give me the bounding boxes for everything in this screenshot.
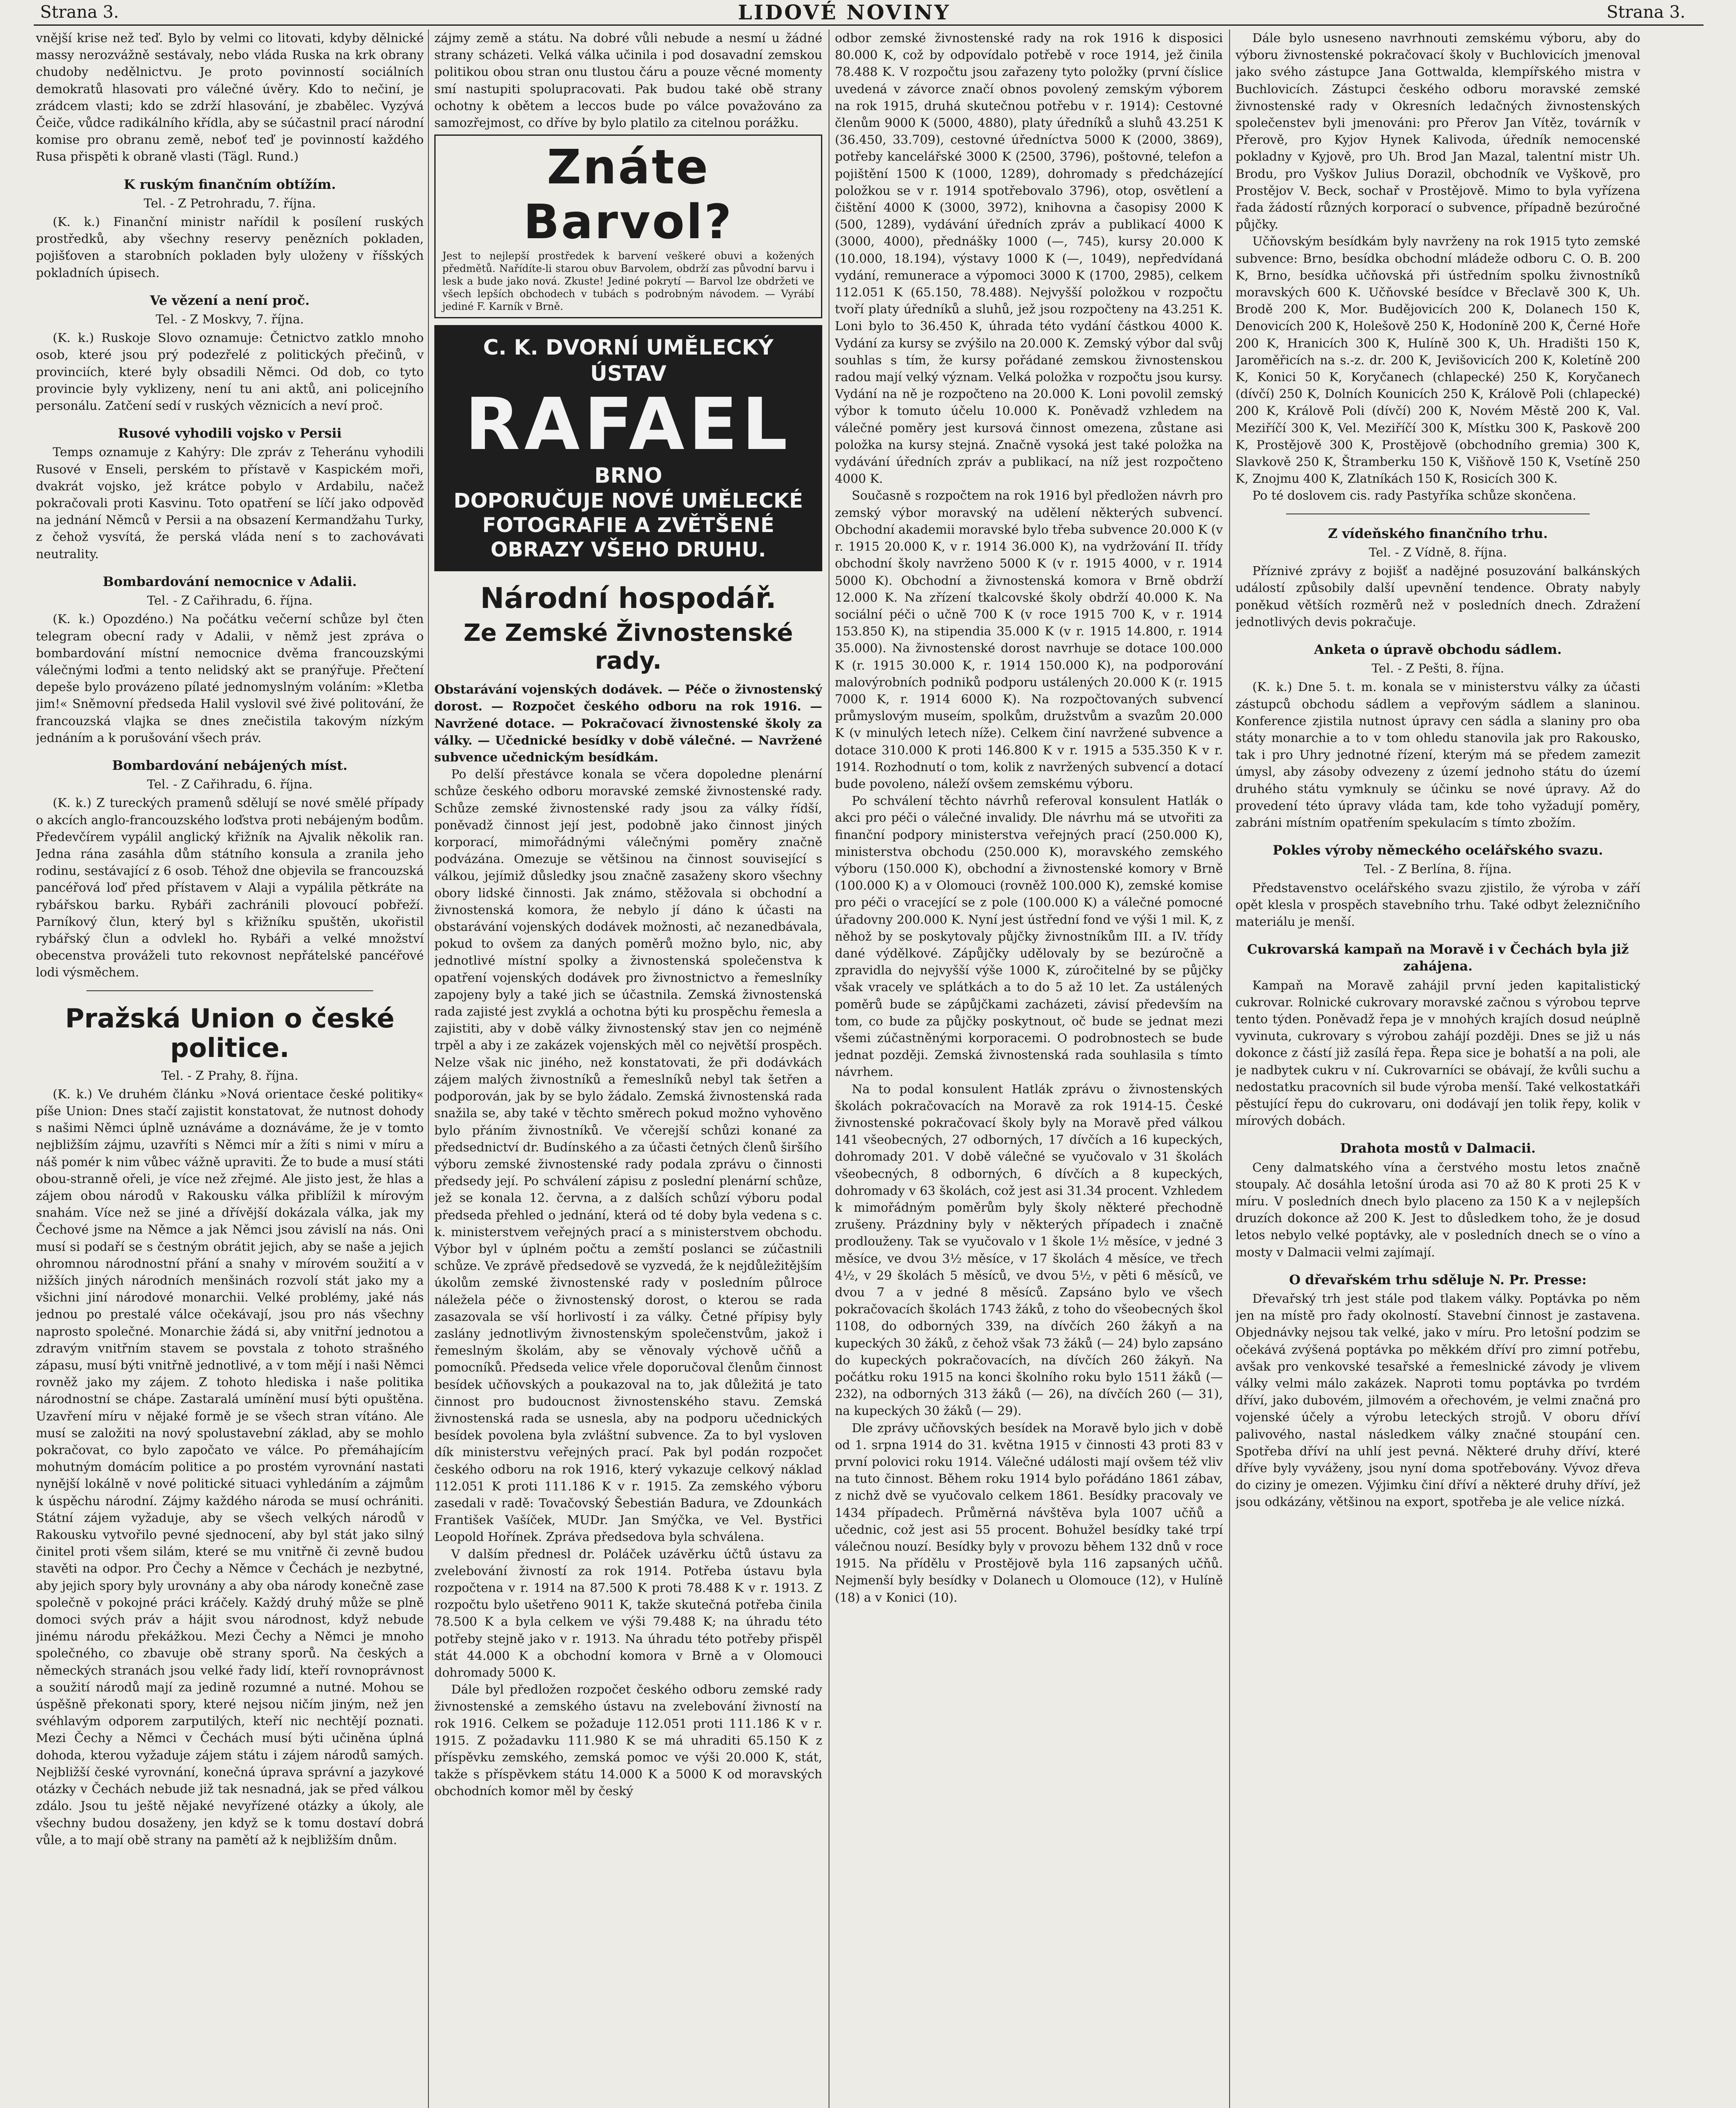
article-body: Po té doslovem cis. rady Pastyříka schůze skončena. bbox=[1252, 488, 1577, 503]
article-body: Dle zprávy učňovských besídek na Moravě bylo jich v době od 1. srpna 1914 do 31. května 1915 v činnosti 43 proti 83 v první polovici roku 1914. Válečné události mají ovšem též vliv na tuto činnost. Během roku 1914 bylo pořádáno 1861 zábav, z nichž dvě se vyučovalo celkem 1861. Besídky pracovaly ve 1434 případech. Průměrná návštěva byla 1007 učňů a učednic, což jest asi 55 procent. Bohužel besídky také trpí válečnou nouzí. Besídky byly v provozu během 132 dnů v roce 1915. Na přídělu v Prostějově byla 116 zapsaných učňů. Nejmenší byly besídky v Dolanech u Olomouce (12), v Hulíně (18) a v Konici (10). bbox=[835, 1420, 1223, 1605]
headline: Cukrovarská kampaň na Moravě i v Čechách byla již zahájena. bbox=[1247, 942, 1629, 974]
article-body: Po delší přestávce konala se včera dopoledne plenární schůze českého odboru moravské zemské živnostenské rady. Schůze zemské živnostenské rady jsou za války řídší, poněvadž činnost její jest, podobně jako činnost jiných korporací, mimořádnými válečnými poměry značně podvázána. Omezuje se většinou na činnost související s válkou, jejímiž důsledky jsou značně zasaženy skoro všechny obory lidské činnosti. Jak známo, stěžovala si obchodní a živnostenská komora, že nebylo jí dáno k účasti na obstarávání vojenských dodávek možnosti, ač nezanedbávala, pokud to ovšem za daných poměrů možno bylo, nic, aby jednotlivé místní spolky a živnostenská společenstva k opatření vojenských dodávek pro živnostnictvo a řemeslníky zapojeny byly a také jich se účastnila. Zemská živnostenská rada zajisté jest zvyklá a ochotna býti ku prospěchu řemesla a zajistiti, aby v době války živnostenský stav jen co nejméně trpěl a aby i ze zakázek vojenských měl co největší prospěch. Nelze však nic jiného, než konstatovati, že při dodávkách zájem malých živnostníků a řemeslníků nebyl tak šetřen a podporován, jak by se bylo žádalo. Zemská živnostenská rada snažila se, aby také v těchto směrech pokud možno vyhověno bylo přáním živnostníků. Ve včerejší schůzi konané za předsednictví dr. Budínského a za účasti četných členů širšího výboru zemské živnostenské rady podala zprávu o činnosti předsedy její. Po schválení zápisu z poslední plenární schůze, jež se konala 12. června, a z dalších schůzí výboru podal předseda přehled o jednání, která od té doby byla vedena s c. k. ministerstvem veřejných prací a s ministerstvem obchodu. Výbor byl v úplném počtu a zemští poslanci se zúčastnili schůze. Ve zprávě předsedově se vyzvedá, že k nejdůležitějším úkolům zemské živnostenské rady v posledním půlroce náležela péče o živnostenský dorost, o kterou se rada zasazovala se vší horlivostí i za války. Četné přípisy byly zaslány jednotlivým živnostenským společenstvům, jakož i řemeslným školám, aby se věnovaly výchově učňů a pomocníků. Předseda velice vřele doporučoval členům činnost besídek učňovských a poukazoval na to, jak důležitá je tato činnost pro budoucnost živnostenského stavu. Zemská živnostenská rada se usnesla, aby na podporu učednických besídek povolena byla zvláštní subvence. Za to byl vysloven dík ministerstvu veřejných prací. Pak byl podán rozpočet českého odboru na rok 1916, který vykazuje celkový náklad 112.051 K proti 111.186 K v r. 1915. Za zemského výboru zasedali v radě: Tovačovský Šebestián Badura, ve Zdounkách František Vašíček, MUDr. Jan Smýčka, ve Vel. Bystřici Leopold Hořínek. Zpráva předsedova byla schválena. bbox=[434, 767, 822, 1544]
ad-brand: RAFAEL bbox=[465, 383, 792, 467]
article-body: (K. k.) Ruskoje Slovo oznamuje: Četnictvo zatklo mnoho osob, které jsou prý podezřelé z politických přečinů, v provinciích, které byly obsadili Němci. Od dob, co tyto provincie byly vyklizeny, není tu ani aktů, ani policejního personálu. Zatčení sedí v ruských věznicích a neví proč. bbox=[36, 331, 424, 413]
article-body: Příznivé zprávy z bojišť a nadějné posuzování balkánských událostí způsobily další upevnění tendence. Obraty nabyly poněkud větších rozměrů než v posledních dnech. Zdražení jednotlivých devis pokračuje. bbox=[1235, 564, 1640, 629]
article-body: (K. k.) Z tureckých pramenů sdělují se nové smělé případy o akcích anglo-francouzského loďstva proti nebájeným bodům. Předevčírem vypálil anglický křižník na Ajvalik několik ran. Jedna rána zasáhla dům státního konsula a zranila jeho rodinu, sestávající z 6 osob. Téhož dne objevila se francouzská pancéřová loď před přístavem v Alaji a vypálila pětkráte na rybářskou barku. Rybáři zachránili plovoucí pobřeží. Parníkový člun, který byl s křižníku spuštěn, ukořistil rybářský člun a odvlekl ho. Rybáři a velké množství obecenstva prováželi tuto rekovnost nepřátelské pancéřové lodi výsměchem. bbox=[36, 796, 424, 980]
article-body: Dřevařský trh jest stále pod tlakem války. Poptávka po něm jen na místě pro řady okolností. Stavební činnost je zastavena. Objednávky nejsou tak velké, jako v míru. Pro letošní podzim se očekává zvýšená poptávka po měkkém dříví pro zimní potřebu, avšak pro venkovské tesařské a řemeslnické závody je vlivem války velmi málo zakázek. Naproti tomu poptávka po tvrdém dříví, jako dubovém, jilmovém a ořechovém, je velmi značná pro vojenské účely a výrobu leteckých strojů. V oboru dříví palivového, nastal následkem války značné stoupání cen. Spotřeba dříví na uhlí jest pevná. Některé druhy dříví, které dříve byly vyváženy, jsou nyní doma spotřebovány. Vývoz dřeva do ciziny je omezen. Výjimku činí dříví a některé druhy dříví, jež jsou odkázány, většinou na export, spotřeba je ale velice nízká. bbox=[1235, 1291, 1640, 1509]
dateline: Tel. - Z Petrohradu, 7. října. bbox=[143, 196, 316, 210]
headline: Rusové vyhodili vojsko v Persii bbox=[118, 426, 342, 441]
article-body: Učňovským besídkám byly navrženy na rok 1915 tyto zemské subvence: Brno, besídka obchodní mládeže odboru C. O. B. 200 K, Brno, besídka učňovská při ústředním spolku živnostníků moravských 600 K. Učňovské besídce v Břeclavě 300 K, Uh. Brodě 200 K, Mor. Budějovicích 200 K, Dolanech 150 K, Denovicích 200 K, Holešově 250 K, Hodoníně 200 K, Černé Hoře 200 K, Hranicích 300 K, Hulíně 300 K, Uh. Hradišti 150 K, Jaroměřicích na s.-z. dr. 200 K, Jevišovicích 200 K, Koletíně 200 K, Konici 50 K, Koryčanech (chlapecké) 250 K, Koryčanech (dívčí) 250 K, Dolních Kounicích 250 K, Králově Poli (chlapecké) 200 K, Králově Poli (dívčí) 200 K, Novém Městě 200 K, Val. Meziříčí 300 K, Vel. Meziříčí 300 K, Místku 300 K, Paskově 200 K, Prostějově 300 K, Prostějově (obchodního gremia) 300 K, Slavkově 250 K, Štramberku 150 K, Višňově 150 K, Vsetíně 250 K, Znojmu 400 K, Zlatníkách 150 K, Rosicích 300 K. bbox=[1235, 234, 1640, 486]
section-divider bbox=[86, 990, 373, 991]
column-2 bbox=[434, 30, 822, 2108]
column-4 bbox=[1235, 30, 1640, 2108]
column-3 bbox=[835, 30, 1223, 2108]
headline: Z vídeňského finančního trhu. bbox=[1328, 526, 1548, 541]
article-continuation: Dále bylo usneseno navrhnouti zemskému výboru, aby do výboru živnostenské pokračovací školy v Buchlovicích jmenoval jako svého zástupce Jana Gottwalda, klempířského mistra v Buchlovicích. Zástupci českého odboru moravské zemské živnostenské rady v Okresních ledačných živnostenských společenstev byli jmenováni: pro Přerov Jan Vítěz, továrník v Přerově, pro Kyjov Hynek Kalivoda, úředník nemocenské pokladny v Kyjově, pro Uh. Brod Jan Mazal, talentní mistr Uh. Brodu, pro Vyškov Julius Dorazil, obchodník ve Vyškově, pro Prostějov V. Beck, sochař v Prostějově. Mimo to byla vyřízena řada žádostí různých korporací o subvence, případně bezúročné půjčky. bbox=[1235, 31, 1640, 232]
article-lead: Obstarávání vojenských dodávek. — Péče o živnostenský dorost. — Rozpočet českého odboru na rok 1916. — Navržené dotace. — Pokračovací živnostenské školy za války. — Učednické besídky v době válečné. — Navržené subvence učednickým besídkám. bbox=[434, 682, 822, 765]
article-body: V dalším přednesl dr. Poláček uzávěrku účtů ústavu za zvelebování živností za rok 1914. Potřeba ústavu byla rozpočtena v r. 1914 na 87.500 K proti 78.488 K v r. 1913. Z rozpočtu bylo ušetřeno 9011 K, takže skutečná potřeba činila 78.500 K a byla celkem ve výši 79.488 K; na úhradu této potřeby stejně jako v r. 1913. Na úhradu této potřeby přispěl stát 44.000 K a obchodní komora v Brně a v Olomouci dohromady 5000 K. bbox=[434, 1546, 822, 1680]
article-body: Na to podal konsulent Hatlák zprávu o živnostenských školách pokračovacích na Moravě za rok 1914-15. České živnostenské pokračovací školy byly na Moravě před válkou 141 všeobecných, 27 odborných, 17 dívčích a 16 kupeckých, dohromady 201. V době válečné se vyučovalo v 31 školách všeobecných, 8 odborných, 6 dívčích a 8 kupeckých, dohromady v 63 školách, což jest asi 31.34 procent. Vzhledem k mimořádným poměrům byly školy některé přechodně zrušeny. Prázdniny byly v některých případech i značně prodlouženy. Tak se vyučovalo v 1 škole 1½ měsíce, v jedné 3 měsíce, ve dvou 3½ měsíce, v 17 školách 4 měsíce, ve třech 4½, v 29 školách 5 měsíců, ve dvou 5½, v pěti 6 měsíců, ve dvou 7 a v jedné 8 měsíců. Zapsáno bylo ve všech pokračovacích školách 1743 žáků, z toho do všeobecných škol 1108, do odborných 339, na dívčích 260 žákyň a na kupeckých 30 žáků, z čehož však 73 žáků (— 24) bylo zapsáno do kupeckých pokračovacích, na dívčích 260 žákyň. Na počátku roku 1915 na konci školního roku bylo 1511 žáků (— 232), na odborných 313 žáků (— 26), na dívčích 260 (— 31), na kupeckých 30 žáků (— 29). bbox=[835, 1081, 1223, 1418]
article-body: Představenstvo ocelářského svazu zjistilo, že výroba v září opět klesla v prospěch stavebního trhu. Také odbyt železničního materiálu je menší. bbox=[1235, 880, 1640, 929]
dateline: Tel. - Z Prahy, 8. října. bbox=[161, 1068, 299, 1083]
article-continuation: vnější krise než teď. Bylo by velmi co litovati, kdyby dělnické massy nerozvážně sestávaly, nebo vláda Ruska na krk obrany chudoby nedělnictvu. Je proto povinností sociálních demokratů hlasovati pro válečné úvěry. Kdo to nečiní, je zrádcem vlasti; kdo se zdrží hlasování, je zbabělec. Vyzývá Čeiče, vůdce radikálního křídla, aby se súčastnil prací národní komise pro obranu země, neboť teď je povinností každého Rusa přispěti k obraně vlasti (Tägl. Rund.) bbox=[36, 31, 424, 164]
headline: Bombardování nebájených míst. bbox=[112, 758, 348, 773]
masthead bbox=[0, 0, 1736, 30]
dateline: Tel. - Z Vídně, 8. října. bbox=[1369, 545, 1507, 559]
advertisement-rafael bbox=[434, 325, 822, 571]
ad-title: Znáte Barvol? bbox=[523, 140, 733, 250]
article-continuation: zájmy země a státu. Na dobré vůli nebude a nesmí u žádné strany scházeti. Velká válka učinila i pod dosavadní zemskou politikou obou stran onu tlustou čáru a pouze věcné momenty smí nastupiti spolupracovati. Pak budou také obě strany ochotny k obětem a leccos bude po válce považováno za samozřejmost, co dříve by bylo platilo za citelnou porážku. bbox=[434, 31, 822, 130]
masthead-rule bbox=[34, 24, 1704, 26]
column-1 bbox=[36, 30, 424, 2108]
ad-line: C. K. DVORNÍ UMĚLECKÝ ÚSTAV bbox=[483, 335, 774, 386]
column-divider bbox=[1229, 30, 1230, 2108]
article-body: Dále byl předložen rozpočet českého odboru zemské rady živnostenské a zemského ústavu na zvelebování živností na rok 1916. Celkem se požaduje 112.051 proti 111.186 K v r. 1915. Z požadavku 111.980 K se má uhraditi 65.150 K z příspěvku zemského, zemská pomoc ve výši 20.000 K, stát, takže s příspěvkem státu 14.000 K a 5000 K od moravských obchodních komor měl by český bbox=[434, 1682, 822, 1799]
headline: Anketa o úpravě obchodu sádlem. bbox=[1314, 642, 1562, 657]
page-number-right: Strana 3. bbox=[1607, 3, 1685, 22]
headline: O dřevařském trhu sděluje N. Pr. Presse: bbox=[1289, 1272, 1587, 1288]
article-body: (K. k.) Finanční ministr nařídil k posílení ruských prostředků, aby všechny reservy penězních pokladen, pojišťoven a starobních pokladen byly uloženy v říšských pokladních úpisech. bbox=[36, 215, 424, 280]
headline: K ruským finančním obtížím. bbox=[124, 177, 336, 192]
dateline: Tel. - Z Cařihradu, 6. října. bbox=[147, 593, 313, 608]
ad-body: Jest to nejlepší prostředek k barvení veškeré obuvi a kožených předmětů. Nařídíte-li starou obuv Barvolem, obdrží zas původní barvu i lesk a bude jako nová. Zkuste! Jediné pokrytí — Barvol lze obdržeti ve všech lepších obchodech v tubách s podrobným návodem. — Vyrábí jediné F. Karník v Brně. bbox=[442, 250, 814, 313]
article-body: (K. k.) Opozdéno.) Na počátku večerní schůze byl čten telegram obecní rady v Adalii, v němž jest zpráva o bombardování místní nemocnice dvěma francouzskými válečnými loďmi a tento nelidský akt se pranýřuje. Přečtení depeše bylo provázeno pílaté jednomyslným voláním: »Kletba jim!« Sněmovní předseda Halil vyslovil své živé politování, že francouzská vlajka se dnes znečistila takovým nízkým jednáním a k porušování všech práv. bbox=[36, 612, 424, 745]
page-number-left: Strana 3. bbox=[40, 3, 119, 22]
headline: Bombardování nemocnice v Adalii. bbox=[102, 574, 357, 589]
ad-tagline: DOPORUČUJE NOVÉ UMĚLECKÉ FOTOGRAFIE A ZVĚTŠENÉ OBRAZY VŠEHO DRUHU. bbox=[453, 489, 803, 562]
headline: Drahota mostů v Dalmacii. bbox=[1340, 1141, 1536, 1156]
article-body: (K. k.) Dne 5. t. m. konala se v ministerstvu války za účasti zástupců obchodu sádlem a vepřovým sádlem a slaninou. Konference zjistila nutnost úpravy cen sádla a slaniny pro oba státy monarchie a to v tom ohledu stanovila jak pro Rakousko, tak i pro Uhry jednotné řízení, kterým má se předem zamezit úmysl, aby zásoby odvezeny z území jednoho státu do území druhého státu vymknuly se účinku se nové úpravy. Až do provedení této úpravy vláda tam, kde toho vyžadují poměry, zabráni místním opatřením spekulacím s tímto zbožím. bbox=[1235, 680, 1640, 830]
section-title: Národní hospodář. bbox=[480, 582, 777, 616]
advertisement-barvol bbox=[434, 134, 822, 318]
headline-large: Pražská Union o české politice. bbox=[65, 1003, 395, 1063]
newspaper-title: LIDOVÉ NOVINY bbox=[738, 1, 951, 24]
dateline: Tel. - Z Cařihradu, 6. října. bbox=[147, 777, 313, 792]
article-body: Ceny dalmatského vína a čerstvého mostu letos značně stoupaly. Ač dosáhla letošní úroda asi 70 až 80 K proti 25 K v míru. V posledních dnech bylo placeno za 150 K a v nejlepších druzích dokonce až 200 K. Jest to důsledkem toho, že je dosud letos nebylo velké poptávky, ale v posledních dnech se o víno a mosty v Dalmacii velmi zajímají. bbox=[1235, 1160, 1640, 1259]
headline: Pokles výroby německého ocelářského svazu. bbox=[1273, 843, 1603, 858]
headline-large: Ze Zemské Živnostenské rady. bbox=[463, 619, 793, 675]
article-body: (K. k.) Ve druhém článku »Nová orientace české politiky« píše Union: Dnes stačí zajistit konstatovat, že nutnost dohody s našimi Němci úplně uznáváme a doznáváme, že je v tomto nejbližším zájmu, uzavříti s Němci mír a žíti s nimi v míru a náš pomér k nim vůbec vážně upraviti. Že to bude a musí státi obou-stranně ořeli, je více než zřejmé. Ale jisto jest, že hlas a zájem obou národů v Rakousku válka přiblížil k mírovým snahám. Více než se jiné a dřívější dokázala válka, jak my Čechové jsme na Němce a jak Němci jsou závislí na nás. Oni musí si podaří se s čestným obrátit jejich, aby se naše a jejich ohromnou národnostní přání a snahy v mírovém soužití a v nižších jiných národních menšinách rozvolí stát jako my a všichni jiní národové monarchii. Velké problémy, jaké nás jednou po prestalé válce očekávají, jsou pro nás všechny naprosto společné. Monarchie žádá si, aby vnitřní jednotou a zdravým vnitřním stavem se povstala z tohoto strašného zápasu, musí býti vnitřně jednotlivé, a v tom mějí i naši Němci rovněž jako my zájem. Z tohoto hlediska i naše politika národnostní se chápe. Zastaralá umínění musí býti opuštěna. Uzavření míru v nějaké formě je se všech stran vítáno. Ale musí se založiti na nový spolustavební základ, aby se mohlo pokračovat, co bylo započato ve válce. Po přemáhajícím mohutným domácím politice a po prostém vyrovnání nastati nynější lokálně v nové politické situaci vyhledáním a zájmům k úspěchu národní. Zájmy každého národa se musí ochrániti. Státní zájem vyžaduje, aby se všech velkých národů v Rakousku vytvořilo pevné sjednocení, aby byl stát jako silný činitel proti všem silám, které se mu vnitřně či zevně budou stavěti na odpor. Pro Čechy a Němce v Čechách je nezbytné, aby jejich spory byly urovnány a aby oba národy konečně zase společně v pokojné práci kráčely. Každý druhý může se plně domoci svých práv a hájit svou národnost, když nebude jinému národu překážkou. Mezi Čechy a Němci je mnoho společného, co zbavuje obě strany sporů. Na českých a německých stranách jsou velké řady lidí, kteří rovnoprávnost a soužití národů mají za jedině rozumné a nutné. Mohou se úspěšně překonati spory, které nejsou ničím jiným, než jen svéhlavým odporem zarputilých, kteří nic nechtějí poznati. Mezi Čechy a Němci v Čechách musí býti učiněna úplná dohoda, kterou vyžaduje zájem státu i zájem národů samých. Nejbližší české vyrovnání, konečná úprava správní a jazykové otázky v Čechách nebude již tak nesnadná, jak se před válkou zdálo. Jsou tu ještě nějaké nevyřízené otázky a úkoly, ale všechny budou dosaženy, jen když se k tomu dostaví dobrá vůle, a to mají obě strany na pamětí až k nejbližším dnům. bbox=[36, 1086, 424, 1847]
dateline: Tel. - Z Berlína, 8. října. bbox=[1364, 862, 1512, 877]
article-body: Současně s rozpočtem na rok 1916 byl předložen návrh pro zemský výbor moravský na udělení některých subvencí. Obchodní akademii moravské bylo třeba subvence 20.000 K (v r. 1915 20.000 K, v r. 1914 36.000 K), na vydržování II. třídy obchodní školy navrženo 5000 K (v r. 1915 4000, v r. 1914 5000 K). Obchodní a živnostenská komora v Brně obdrží 12.000 K. Na zřízení tkalcovské školy obdrží 40.000 K. Na sociální péči o učně 700 K (v roce 1915 700 K, v r. 1914 153.850 K), na stipendia 35.000 K (v r. 1915 14.800, r. 1914 35.000). Na živnostenské dorost navrhuje se dotace 100.000 K (r. 1915 30.000 K, r. 1914 150.000 K), na podporování malovýrobních podniků podporu ustálených 20.000 K (r. 1915 7000 K, r. 1914 6000 K). Na rozpočtovaných subvencí průmyslovým museím, spolkům, družstvům a svazům 20.000 K (v minulých letech níže). Celkem činí navržené subvence a dotace 310.000 K proti 146.800 K v r. 1915 a 535.350 K v r. 1914. Rozhodnutí o tom, kolik z navržených subvencí a dotací bude povoleno, náleží ovšem zemskému výboru. bbox=[835, 488, 1223, 791]
headline: Ve vězení a není proč. bbox=[150, 293, 310, 308]
article-body: Kampaň na Moravě zahájil první jeden kapitalistický cukrovar. Rolnické cukrovary moravské začnou s výrobou teprve tento týden. Poněvadž řepa je v mnohých krajích dosud neúplně vyvinuta, cukrovary s výrobou zahájí později. Dnes se již u nás dokonce z částí již zasílá řepa. Řepa sice je bohatší a na poli, ale je nadbytek cukru v ní. Cukrovarníci se obávají, že kvůli suchu a nedostatku pracovních sil bude výroba menší. Také velkostatkáři pěstující řepu do cukrovaru, oni dodávají jen tolik řepy, kolik v mírových dobách. bbox=[1235, 978, 1640, 1128]
dateline: Tel. - Z Moskvy, 7. října. bbox=[156, 312, 304, 327]
column-divider bbox=[428, 30, 429, 2108]
article-continuation: odbor zemské živnostenské rady na rok 1916 k disposici 80.000 K, což by odpovídalo potřebě v roce 1914, jež činila 78.488 K. V rozpočtu jsou zařazeny tyto položky (první číslice uvedená v závorce značí obnos povolený zemským výborem na rok 1915, druhá skutečnou potřebu v r. 1914): Cestovné členům 9000 K (5000, 4880), platy úředníků a sluhů 43.251 K (36.450, 33.709), cestovné úředníctva 5000 K (2000, 3869), potřeby kancelářské 3000 K (2500, 3796), poštovné, telefon a pojištění 1500 K (1000, 1289), dohromady s předcházející položkou se v r. 1914 spotřebovalo 3796), otop, osvětlení a čištění 4000 K (3000, 3972), knihovna a časopisy 2000 K (500, 1289), vydávání úředních zpráv a publikací 4000 K (3000, 4000), přednášky 1000 (—, 745), kursy 20.000 K (10.000, 18.194), výstavy 1000 K (—, 1049), nepředvídaná vydání, remunerace a výpomoci 3000 K (1700, 2985), celkem 112.051 K (65.150, 78.488). Nejvyšší položkou v rozpočtu tvoří platy úředníků a sluhů, jež jsou rozpočteny na 43.251 K. Loni bylo to 36.450 K, úhrada této vydání částkou 4000 K. Vydání za kursy se zvýšilo na 20.000 K. Zemský výbor dal svůj souhlas s tím, že kursy pořádané zemskou živnostenskou radou mají velký význam. Velká položka v rozpočtu jsou kursy. Vydání na ně je rozpočteno na 20.000 K. Loni povolil zemský výbor k tomuto účelu 10.000 K. Poněvadž vzhledem na válečné poměry jest kursová činnost omezena, zůstane asi položka na kursy stejná. Značně vysoká jest také položka na vydávání úředních zpráv a publikací, na níž jest rozpočteno 4000 K. bbox=[835, 31, 1223, 486]
article-body: Po schválení těchto návrhů referoval konsulent Hatlák o akci pro péči o válečné invalidy. Dle návrhu má se utvořiti za finanční podpory ministerstva veřejných prací (250.000 K), ministerstva obchodu (250.000 K), moravského zemského výboru (150.000 K), obchodní a živnostenské komory v Brně (100.000 K) a v Olomouci (rovněž 100.000 K), zemské komise pro péči o vracející se z pole (100.000 K) a válečné pomocné úřadovny 200.000 K. Nyní jest ústřední fond ve výši 1 mil. K, z něhož by se poskytovaly půjčky živnostníkům III. a IV. třídy dané výdělkové. Zápůjčky udělovaly by se bezúročně a zpravidla do nejvyšší výše 1000 K, zúročitelné by se půjčky však vracely ve splátkách a to do 5 až 10 let. Za ustálených poměrů bude se zápůjčkami zacházeti, závisí především na tom, co bude za půjčky poskytnout, oč bude se jednat mezi všemi zúčastněnými korporacemi. O podrobnostech se bude jednat později. Zemská živnostenská rada souhlasila s tímto návrhem. bbox=[835, 793, 1223, 1079]
ad-city: BRNO bbox=[594, 463, 662, 488]
article-body: Temps oznamuje z Kahýry: Dle zpráv z Teheránu vyhodili Rusové v Enseli, perském to přístavě v Kaspickém moři, dvakrát vojsko, jež krátce pobylo v Ardabilu, načež pokračovali proti Kasvinu. Toto opatření se líčí jako odpověď na jednání Němců v Persii a na obsazení Kermandžahu Turky, z čehož vysvítá, že perská vláda není s to zachovávati neutrality. bbox=[36, 445, 424, 561]
dateline: Tel. - Z Pešti, 8. října. bbox=[1371, 661, 1505, 676]
